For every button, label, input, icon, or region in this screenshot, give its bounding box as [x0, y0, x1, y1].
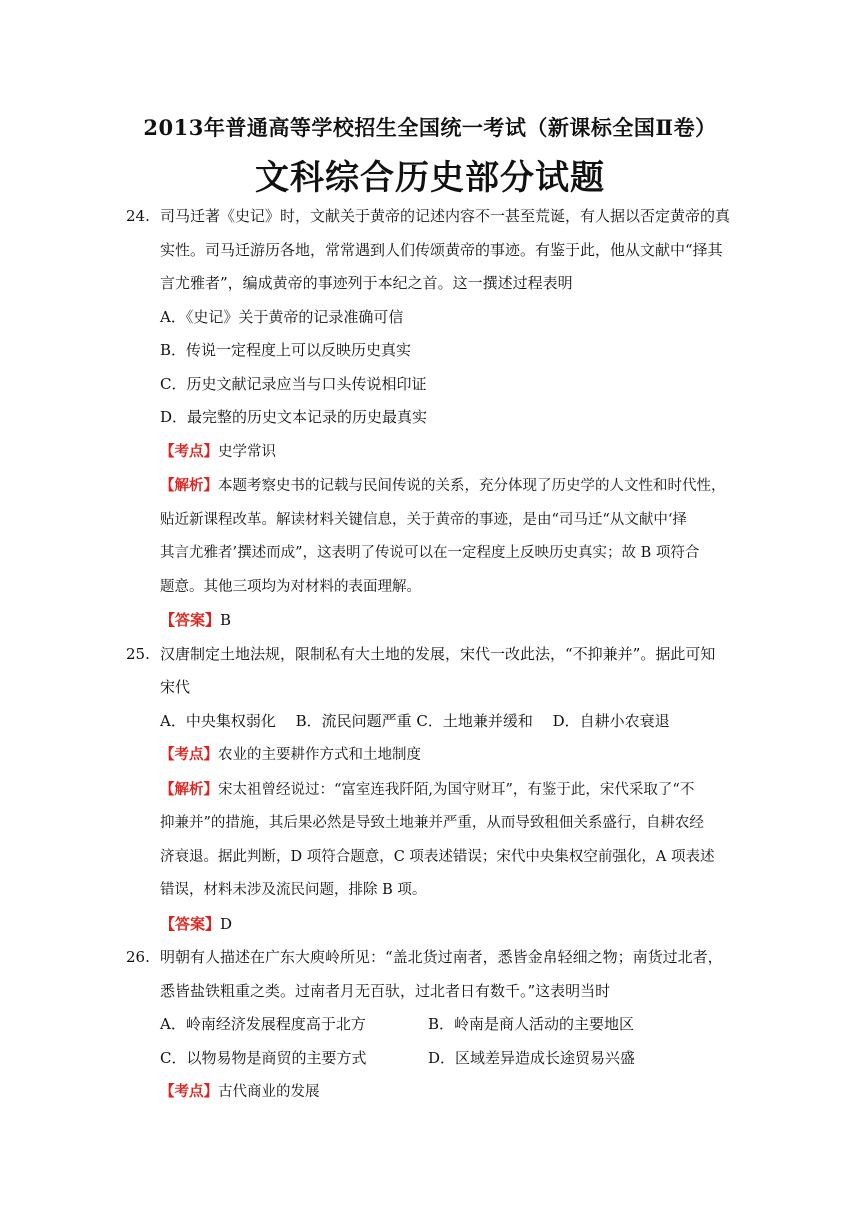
answer-value: D — [220, 914, 233, 933]
exam-title: 2013年普通高等学校招生全国统一考试（新课标全国Ⅱ卷） — [143, 115, 717, 140]
option-d: D．最完整的历史文本记录的历史最真实 — [160, 408, 428, 426]
options-row — [126, 1042, 738, 1076]
question-24 — [126, 200, 738, 301]
option-a: A．《史记》关于黄帝的记录准确可信 — [160, 307, 404, 326]
kaodian-label: 【考点】 — [160, 1083, 218, 1100]
jiexi-line: 错误，材料未涉及流民问题，排除 B 项。 — [160, 882, 427, 898]
jiexi-line: 题意。其他三项均为对材料的表面理解。 — [160, 578, 421, 595]
kaodian-text: 古代商业的发展 — [218, 1084, 320, 1100]
option-d: D．区域差异造成长途贸易兴盛 — [428, 1048, 636, 1067]
option-a: A．岭南经济发展程度高于北方 — [160, 1015, 366, 1033]
options-line: A．中央集权弱化 B．流民问题严重 C．土地兼并缓和 D．自耕小农衰退 — [160, 711, 670, 730]
question-stem-line: 悉皆盐铁粗重之类。过南者月无百驮，过北者日有数千。”这表明当时 — [160, 981, 611, 1000]
jiexi-label: 【解析】 — [160, 780, 218, 798]
question-stem-line: 明朝有人描述在广东大庾岭所见：“盖北货过南者，悉皆金帛轻细之物；南货过北者， — [160, 948, 723, 966]
kaodian-row — [126, 1075, 738, 1110]
kaodian-label: 【考点】 — [160, 442, 218, 460]
jiexi-block — [126, 773, 738, 908]
jiexi-block — [126, 469, 738, 604]
question-stem-line: 司马迁著《史记》时，文献关于黄帝的记述内容不一甚至荒诞，有人据以否定黄帝的真 — [160, 207, 731, 225]
jiexi-line: 济衰退。据此判断，D 项符合题意，C 项表述错误；宋代中央集权空前强化，A 项表述 — [160, 848, 715, 865]
question-stem-line: 言尤雅者”，编成黄帝的事迹列于本纪之首。这一撰述过程表明 — [160, 274, 573, 292]
kaodian-text: 农业的主要耕作方式和土地制度 — [218, 747, 421, 763]
question-number: 26. — [126, 948, 150, 966]
jiexi-line: 本题考察史书的记载与民间传说的关系，充分体现了历史学的人文性和时代性， — [218, 478, 726, 494]
option-b: B．岭南是商人活动的主要地区 — [428, 1015, 635, 1033]
jiexi-line: 宋太祖曾经说过：“富室连我阡陌,为国守财耳”，有鉴于此，宋代采取了“不 — [218, 781, 695, 798]
question-stem-line: 宋代 — [160, 678, 191, 696]
question-stem-line: 实性。司马迁游历各地，常常遇到人们传颂黄帝的事迹。有鉴于此，他从文献中“择其 — [160, 240, 723, 259]
question-list — [126, 200, 738, 1110]
option-b: B．传说一定程度上可以反映历史真实 — [160, 341, 412, 359]
question-25 — [126, 638, 738, 705]
kaodian-label: 【考点】 — [160, 746, 218, 763]
answer-value: B — [220, 611, 232, 629]
question-26 — [126, 941, 738, 1008]
question-number: 25. — [126, 644, 150, 663]
daan-label: 【答案】 — [160, 914, 221, 933]
kaodian-text: 史学常识 — [218, 443, 276, 460]
question-number: 24. — [126, 207, 150, 225]
exam-subtitle: 文科综合历史部分试题 — [255, 158, 605, 198]
jiexi-line: 其言尤雅者’撰述而成”，这表明了传说可以在一定程度上反映历史真实；故 B 项符合 — [160, 545, 700, 561]
jiexi-line: 贴近新课程改革。解读材料关键信息，关于黄帝的事迹，是由“司马迁“从文献中‘择 — [160, 511, 687, 528]
answer-row — [126, 604, 738, 638]
jiexi-label: 【解析】 — [160, 477, 218, 494]
daan-label: 【答案】 — [160, 611, 221, 629]
question-stem-line: 汉唐制定土地法规，限制私有大土地的发展，宋代一改此法，“不抑兼并”。据此可知 — [160, 644, 716, 663]
jiexi-line: 抑兼并”的措施，其后果必然是导致土地兼并严重，从而导致租佃关系盛行，自耕农经 — [160, 815, 704, 831]
answer-row — [126, 908, 738, 942]
options-row — [126, 1008, 738, 1042]
option-c: C．以物易物是商贸的主要方式 — [160, 1048, 367, 1067]
kaodian-row — [126, 435, 738, 470]
option-c: C．历史文献记录应当与口头传说相印证 — [160, 374, 427, 393]
kaodian-row — [126, 738, 738, 773]
